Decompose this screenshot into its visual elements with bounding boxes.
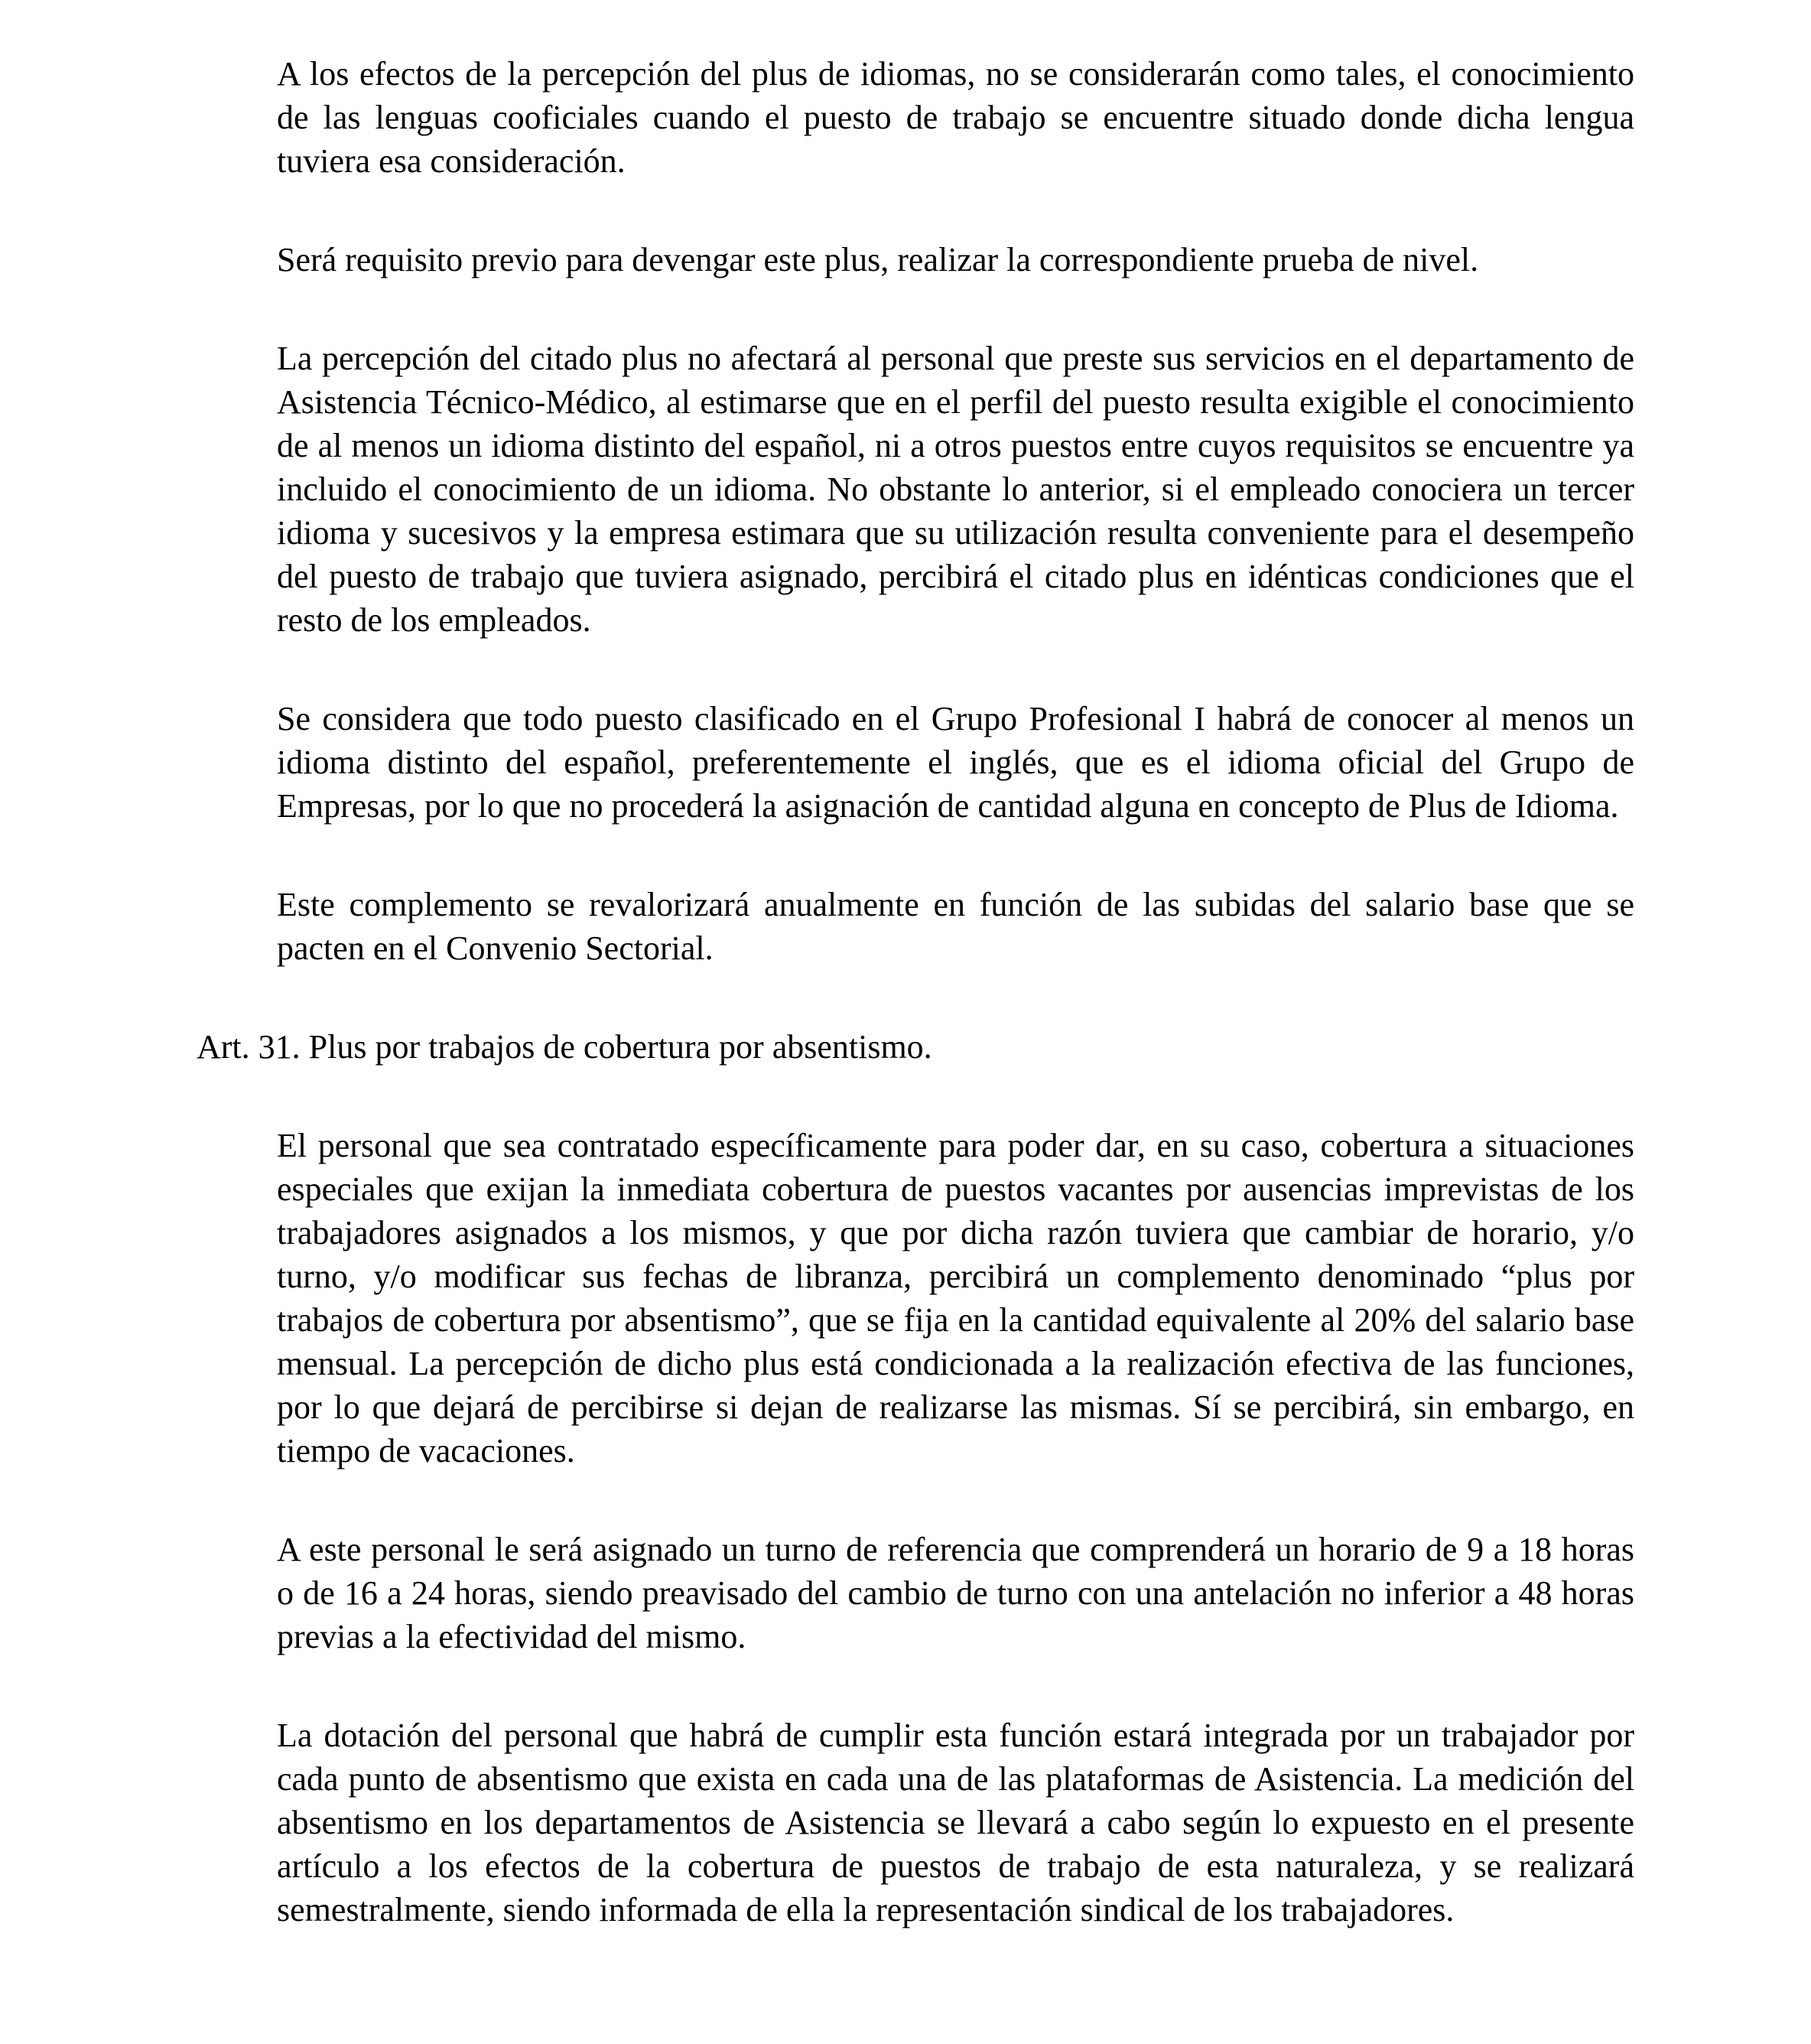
paragraph-turno-de-referencia: A este personal le será asignado un turno de referencia que comprenderá un horario de 9 a 18 horas o de 16 a 24 horas, siendo preavisado del cambio de turno con una antelación no inferior a 48 horas previas a la efectividad del mismo. (277, 1531, 1634, 1655)
paragraph-revalorizacion-complemento: Este complemento se revalorizará anualmente en función de las subidas del salario base que se pacten en el Convenio Sectorial. (277, 886, 1634, 967)
paragraph-plus-cobertura-absentismo: El personal que sea contratado específicamente para poder dar, en su caso, cobertura a situaciones especiales que exijan la inmediata cobertura de puestos vacantes por ausencias imprevistas de los trabajadores asignados a los mismos, y que por dicha razón tuviera que cambiar de horario, y/o turno, y/o modificar sus fechas de libranza, percibirá un complemento denominado “plus por trabajos de cobertura por absentismo”, que se fija en la cantidad equivalente al 20% del salario base mensual. La percepción de dicho plus está condicionada a la realización efectiva de las funciones, por lo que dejará de percibirse si dejan de realizarse las mismas. Sí se percibirá, sin embargo, en tiempo de vacaciones. (277, 1127, 1634, 1470)
paragraph-grupo-profesional-i: Se considera que todo puesto clasificado en el Grupo Profesional I habrá de conocer al menos un idioma distinto del español, preferentemente el inglés, que es el idioma oficial del Grupo de Empresas, por lo que no procederá la asignación de cantidad alguna en concepto de Plus de Idioma. (277, 700, 1634, 825)
paragraph-dotacion-personal: La dotación del personal que habrá de cumplir esta función estará integrada por un trabajador por cada punto de absentismo que exista en cada una de las plataformas de Asistencia. La medición del absentismo en los departamentos de Asistencia se llevará a cabo según lo expuesto en el presente artículo a los efectos de la cobertura de puestos de trabajo de esta naturaleza, y se realizará semestralmente, siendo informada de ella la representación sindical de los trabajadores. (277, 1717, 1634, 1928)
article-31-heading: Art. 31. Plus por trabajos de cobertura por absentismo. (197, 1028, 932, 1066)
paragraph-percepcion-plus-exclusiones: La percepción del citado plus no afectará al personal que preste sus servicios en el departamento de Asistencia Técnico-Médico, al estimarse que en el perfil del puesto resulta exigible el conocimiento de al menos un idioma distinto del español, ni a otros puestos entre cuyos requisitos se encuentre ya incluido el conocimiento de un idioma. No obstante lo anterior, si el empleado conociera un tercer idioma y sucesivos y la empresa estimara que su utilización resulta conveniente para el desempeño del puesto de trabajo que tuviera asignado, percibirá el citado plus en idénticas condiciones que el resto de los empleados. (277, 340, 1634, 639)
paragraph-plus-idiomas-scope: A los efectos de la percepción del plus de idiomas, no se considerarán como tales, el conocimiento de las lenguas cooficiales cuando el puesto de trabajo se encuentre situado donde dicha lengua tuviera esa consideración. (277, 55, 1634, 180)
paragraph-prueba-de-nivel: Será requisito previo para devengar este plus, realizar la correspondiente prueba de nivel. (277, 241, 1479, 278)
